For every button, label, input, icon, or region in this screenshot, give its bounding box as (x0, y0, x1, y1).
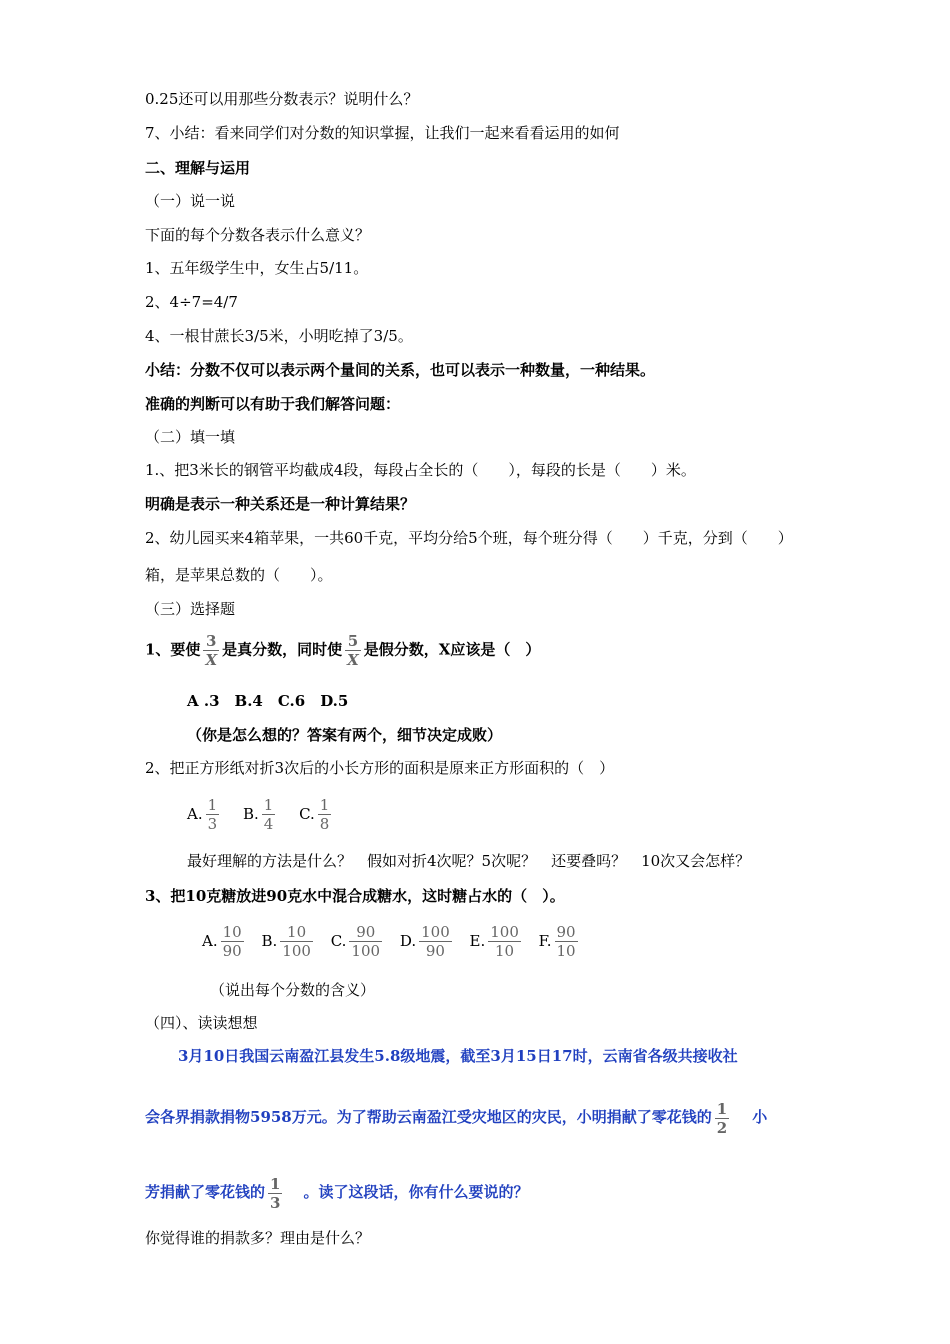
fraction (262, 796, 276, 833)
section-heading-understand-apply: 二、理解与运用 (145, 159, 251, 177)
option-label: C. (299, 805, 315, 823)
fraction-5-over-x (345, 632, 361, 669)
line-fill-1: 1.、把3米长的钢管平均截成4段，每段占全长的（ ），每段的长是（ ）米。 (145, 461, 696, 479)
fraction-numerator: 90 (356, 922, 376, 941)
fraction-numerator: 5 (347, 632, 359, 650)
fraction (206, 796, 220, 833)
option-label: D. (399, 932, 417, 950)
reading-paragraph-line-3 (145, 1172, 528, 1212)
q2-followup: 最好理解的方法是什么？ 假如对折4次呢？5次呢？ 还要叠吗？ 10次又会怎样？ (187, 852, 751, 870)
fraction-numerator: 1 (270, 1174, 281, 1193)
fraction-denominator: 90 (222, 941, 242, 960)
line-judgment-bold: 准确的判断可以有助于我们解答问题： (145, 395, 401, 413)
fraction (221, 923, 244, 960)
subsection-choice: （三）选择题 (145, 600, 236, 618)
question-1 (145, 632, 540, 669)
line-item-2: 2、4÷7=4/7 (145, 293, 238, 311)
q3-option-f (539, 920, 581, 961)
fraction-numerator: 90 (556, 922, 576, 941)
subsection-say: （一）说一说 (145, 192, 236, 210)
fraction-numerator: 3 (206, 632, 217, 650)
fraction-numerator: 100 (490, 922, 519, 941)
reading-text: 小 (752, 1108, 768, 1126)
option-label: E. (469, 932, 486, 950)
q1-mid: 是真分数，同时使 (222, 640, 343, 659)
reading-text: 。读了这段话，你有什么要说的？ (303, 1183, 529, 1201)
q1-options: A .3 B.4 C.6 D.5 (187, 692, 349, 710)
option-label: B. (261, 932, 278, 950)
reading-text: 芳捐献了零花钱的 (145, 1183, 266, 1201)
fraction-numerator: 100 (421, 922, 450, 941)
q2-option-a (187, 793, 222, 834)
fraction (349, 923, 382, 960)
option-label: C. (330, 932, 347, 950)
reading-text: 会各界捐款捐物5958万元。为了帮助云南盈江受灾地区的灾民，小明捐献了零花钱的 (145, 1108, 712, 1126)
fraction-denominator: 100 (351, 941, 381, 960)
subsection-fill: （二）填一填 (145, 428, 236, 446)
fraction-one-half (715, 1100, 729, 1137)
q2-option-b (243, 793, 278, 834)
fraction-denominator: 90 (419, 941, 452, 960)
fraction-denominator: 100 (282, 941, 311, 960)
q1-hint: （你是怎么想的？答案有两个，细节决定成败） (187, 726, 503, 744)
q3-hint: （说出每个分数的含义） (210, 981, 376, 999)
fraction-numerator: 10 (222, 922, 242, 941)
q1-prefix: 1、要使 (145, 640, 201, 659)
fraction-numerator: 1 (207, 795, 218, 814)
fraction (555, 923, 578, 960)
q3-options (202, 920, 581, 961)
option-label: F. (538, 932, 552, 950)
fraction-numerator: 1 (319, 795, 330, 814)
option-label: A. (187, 805, 203, 823)
q3-option-d (400, 920, 455, 961)
line-clarify-bold: 明确是表示一种关系还是一种计算结果？ (145, 495, 416, 513)
fraction (318, 796, 332, 833)
fraction (419, 923, 452, 960)
reading-paragraph-line-2 (145, 1097, 767, 1137)
fraction-denominator: 3 (207, 814, 218, 833)
fraction-numerator: 1 (263, 795, 274, 814)
fraction (280, 923, 313, 960)
line-summary-7: 7、小结：看来同学们对分数的知识掌握，让我们一起来看看运用的如何 (145, 124, 620, 142)
fraction-denominator: 4 (263, 814, 274, 833)
fraction-denominator: X (205, 651, 218, 669)
fraction-numerator: 1 (716, 1099, 728, 1118)
fraction-denominator: 10 (488, 941, 521, 960)
line-item-1: 1、五年级学生中，女生占5/11。 (145, 259, 369, 277)
line-fill-2-cont: 箱，是苹果总数的（ ）。 (145, 566, 333, 584)
q2-options (187, 793, 350, 834)
subsection-read-think: （四）、读读想想 (145, 1014, 258, 1032)
reading-paragraph-line-1: 3月10日我国云南盈江县发生5.8级地震，截至3月15日17时，云南省各级共接收社 (178, 1047, 738, 1065)
line-meaning-question: 下面的每个分数各表示什么意义？ (145, 226, 371, 244)
fraction (488, 923, 521, 960)
question-2: 2、把正方形纸对折3次后的小长方形的面积是原来正方形面积的（ ） (145, 759, 615, 777)
question-3: 3、把10克糖放进90克水中混合成糖水，这时糖占水的（ ）。 (145, 887, 565, 905)
q3-option-a (202, 920, 247, 961)
line-0-25-fractions: 0.25还可以用那些分数表示？说明什么？ (145, 90, 419, 108)
fraction-denominator: 3 (270, 1193, 281, 1212)
fraction-numerator: 10 (287, 922, 307, 941)
fraction-3-over-x (203, 632, 219, 669)
q3-option-b (261, 920, 315, 961)
q1-suffix: 是假分数，X应该是（ ） (363, 640, 541, 659)
option-label: B. (242, 805, 259, 823)
line-fill-2: 2、幼儿园买来4箱苹果，一共60千克，平均分给5个班，每个班分得（ ）千克，分到（ ） (145, 529, 793, 547)
fraction-denominator: 2 (716, 1118, 728, 1137)
fraction-denominator: 10 (556, 941, 576, 960)
fraction-one-third (268, 1175, 282, 1212)
option-label: A. (202, 932, 218, 950)
line-item-4: 4、一根甘蔗长3/5米，小明吃掉了3/5。 (145, 327, 413, 345)
fraction-denominator: 8 (319, 814, 330, 833)
q2-option-c (299, 793, 334, 834)
final-question: 你觉得谁的捐款多？理由是什么？ (145, 1229, 371, 1247)
q3-option-e (470, 920, 524, 961)
line-summary-bold: 小结：分数不仅可以表示两个量间的关系，也可以表示一种数量，一种结果。 (145, 361, 656, 379)
fraction-denominator: X (347, 651, 359, 669)
q3-option-c (331, 920, 385, 961)
